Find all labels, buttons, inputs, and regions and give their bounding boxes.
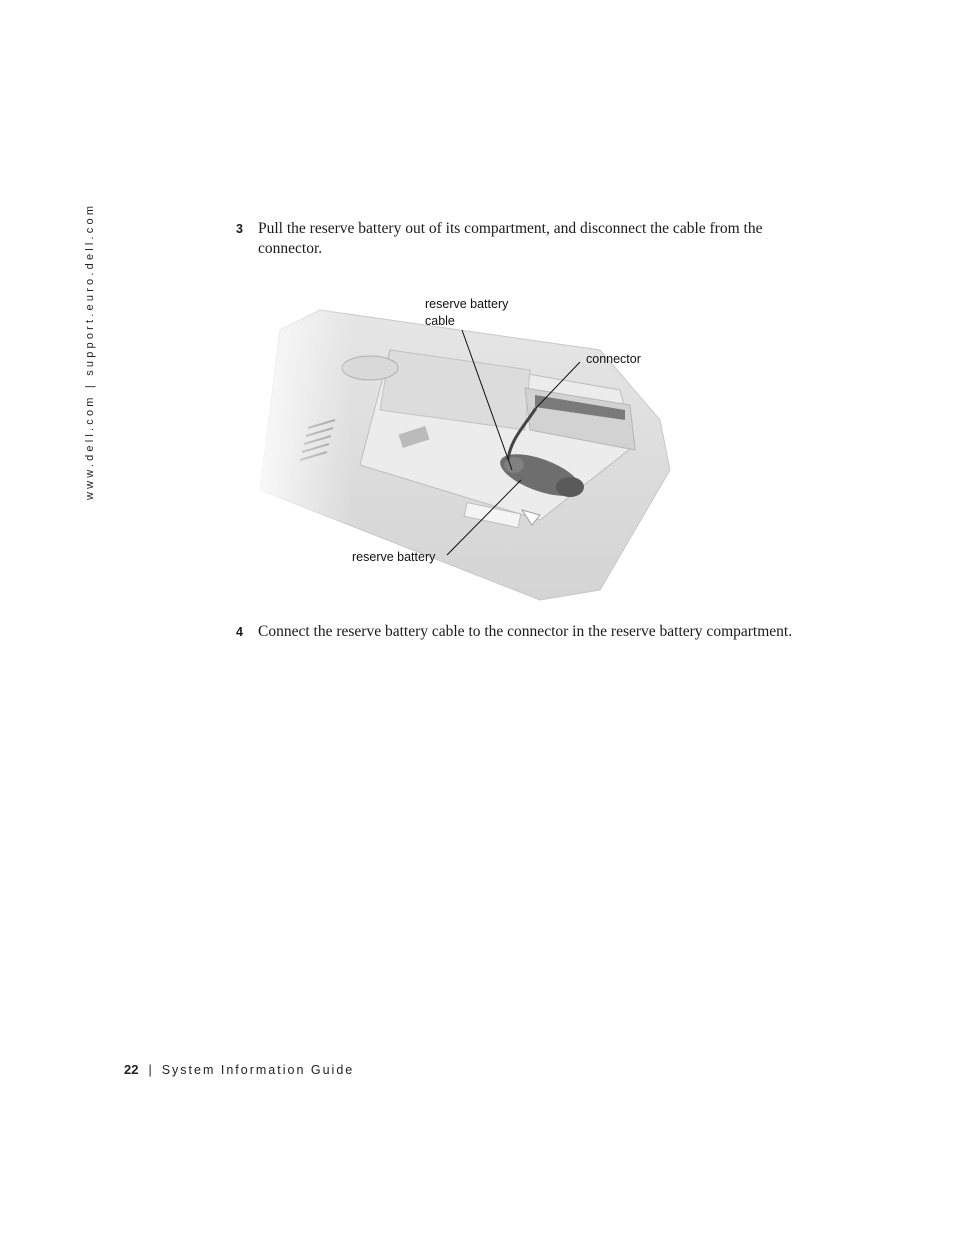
footer-separator: | [148,1063,152,1077]
callout-cable-line1: reserve battery [425,297,509,311]
guide-title: System Information Guide [161,1063,355,1077]
side-url-text: www.dell.com | support.euro.dell.com [84,202,96,500]
step-3 [236,219,796,259]
step-text: Connect the reserve battery cable to the connector in the reserve battery compartment. [258,623,793,640]
step-number: 3 [236,222,243,236]
reserve-battery-illustration [240,290,690,610]
page-footer [124,1062,354,1077]
callout-cable-line2: cable [425,314,455,328]
callout-reserve-battery-cable [425,296,508,330]
step-text: Pull the reserve battery out of its compartment, and disconnect the cable from the connector. [258,220,763,257]
callout-reserve-battery: reserve battery [352,550,436,564]
step-number: 4 [236,625,243,639]
page-number: 22 [124,1062,139,1077]
callout-connector: connector [586,352,641,366]
step-4 [236,622,796,642]
